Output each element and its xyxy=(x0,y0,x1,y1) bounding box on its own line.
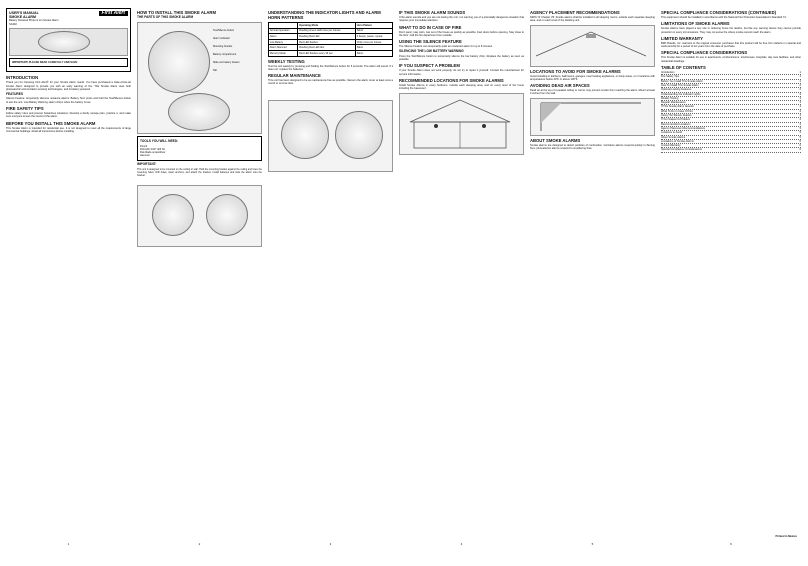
install-steps-heading: IMPORTANT: xyxy=(137,161,157,166)
toc-title: Before You Install This Smoke Alarm xyxy=(661,79,703,83)
features-heading: FEATURES xyxy=(6,91,23,96)
part-label: Slide-out battery drawer xyxy=(213,60,240,64)
about-text: Smoke alarms are designed to detect particles of combustion. Ionization alarms respond quickly to flaming fires; photoelectric alarms respond to smoldering fires. xyxy=(530,143,655,151)
problem-heading: IF YOU SUSPECT A PROBLEM xyxy=(399,63,460,69)
toc-page: 3 xyxy=(799,96,801,100)
limitations-text: Smoke Alarms have played a key role in reducing home fire deaths, but like any warning device they cannot provide protection in every circumstance. They may not sense fire where smoke cannot reach the alarm. xyxy=(661,27,801,34)
features-text: Silence Feature: temporarily silences nuisance alarms. Battery Test: press and hold the Test/Silence button to test the unit. Low Battery Warning: alarm chirps when the battery is low. xyxy=(6,97,131,104)
toc-title: Limited Warranty xyxy=(661,144,681,148)
toc-title: Recommended Locations xyxy=(661,122,691,126)
page-number: 6 xyxy=(730,541,732,546)
table-cell: Normal Operation xyxy=(269,28,298,34)
problem-text: If your Smoke Alarm does not work properly, do not try to repair it yourself. Contact the manufacturer for service information. xyxy=(399,69,524,76)
part-label: Mounting bracket xyxy=(213,44,233,48)
toc-page: 5 xyxy=(799,135,801,139)
install-heading: HOW TO INSTALL THIS SMOKE ALARM xyxy=(137,10,216,15)
regular-text: This unit has been designed to be as maintenance-free as possible. Vacuum the alarm cover at least once a month to remove dust. xyxy=(268,79,393,86)
toc-item xyxy=(661,148,801,152)
manual-page-5 xyxy=(530,8,655,548)
indicator-heading: UNDERSTANDING THE INDICATOR LIGHTS AND ALARM HORN PATTERNS xyxy=(268,10,381,20)
page-number: 2 xyxy=(198,541,201,546)
recommended-text: Install Smoke Alarms in every bedroom, outside each sleeping area, and on every level of the home including the basement. xyxy=(399,83,524,91)
toc-page: 4 xyxy=(799,109,801,113)
dead-air-diagram xyxy=(530,98,655,136)
toc-heading: TABLE OF CONTENTS xyxy=(661,65,706,71)
compliance-heading: SPECIAL COMPLIANCE CONSIDERATIONS xyxy=(661,50,748,56)
fire-text: Don't panic; stay calm. Get out of the house as quickly as possible. Feel doors before opening. Stay close to the floor. Call the fire department from outside. xyxy=(399,30,524,37)
toc-page: 2 xyxy=(799,83,801,87)
house-diagram xyxy=(399,93,524,155)
compliance-cont-text: This equipment should be installed in accordance with the National Fire Protection Association's Standard 72. xyxy=(661,16,787,19)
toc-title: Using The Silence Feature xyxy=(661,114,692,118)
part-label: Tab xyxy=(213,68,218,72)
sounds-heading: IF THIS SMOKE ALARM SOUNDS xyxy=(399,10,466,15)
sounds-text: If the alarm sounds and you are not testing the unit, it is warning you of a potentially dangerous situation that requires your immediate attention. xyxy=(399,16,524,23)
toc-title: If This Smoke Alarm Sounds xyxy=(661,105,694,109)
ceiling-diagram xyxy=(530,25,655,67)
toc-title: Weekly Testing xyxy=(661,96,679,100)
low-battery-text: Press the Test/Silence button to temporarily silence the low battery chirp. Replace the battery as soon as possible. xyxy=(399,54,524,62)
toc-title: Special Compliance Considerations xyxy=(661,148,702,152)
footer-note: Printed in Mexico xyxy=(775,534,797,538)
table-cell: Alarm xyxy=(269,34,298,40)
brand-logo: First Alert xyxy=(99,11,128,16)
safety-text: Follow safety rules and prevent hazardous situations. Develop a family escape plan, practice it, and make sure everyone knows the sound of the alarm. xyxy=(6,112,131,119)
toc-title: Locations to Avoid xyxy=(661,131,683,135)
about-heading: ABOUT SMOKE ALARMS xyxy=(530,137,581,143)
table-cell: Flashing Red LED fast xyxy=(298,45,356,51)
toc-title: What To Do In Case Of Fire xyxy=(661,109,693,113)
before-text: This Smoke Alarm is intended for residential use. It is not designed to meet all the requirements of large commercial buildings. Read all instructions before installing. xyxy=(6,126,131,133)
table-cell: Silent xyxy=(355,45,392,51)
tools-box xyxy=(137,136,262,161)
part-label: Battery compartment xyxy=(213,52,237,56)
toc-page: 1 xyxy=(799,75,801,79)
page-number: 1 xyxy=(67,541,70,546)
weekly-heading: WEEKLY TESTING xyxy=(268,58,305,64)
safety-heading: FIRE SAFETY TIPS xyxy=(6,106,44,112)
weekly-text: Test the unit weekly by pressing and holding the Test/Silence button for 5 seconds. The alarm will sound. If it does not, replace the batteries. xyxy=(268,64,393,71)
product-line: SMOKE ALARM xyxy=(9,15,37,20)
parts-diagram xyxy=(137,22,262,134)
silence-text: The Silence Feature can temporarily quiet an unwanted alarm for up to 8 minutes. xyxy=(399,45,493,49)
part-label: Alarm Indicator xyxy=(213,36,230,40)
manual-page-1 xyxy=(6,8,131,548)
table-cell: Memory Mode xyxy=(269,50,298,56)
tool-item: Drill with 3/16" drill bit xyxy=(140,147,165,151)
agency-text: NFPA 72 Chapter 29: Smoke alarms shall be installed in all sleeping rooms, outside each separate sleeping area, and on each level of the dwelling unit. xyxy=(530,16,655,23)
toc-title: Fire Safety Tips xyxy=(661,75,680,79)
toc-page: 1 xyxy=(799,71,801,75)
compliance-text: This Smoke Alarm is suitable for use in apartments, condominiums, townhouses, hospitals, day care facilities, and other residential dwellings. xyxy=(661,56,801,63)
parts-heading: THE PARTS OF THIS SMOKE ALARM xyxy=(137,15,194,19)
intro-heading: INTRODUCTION xyxy=(6,75,39,81)
toc-page: 4 xyxy=(799,118,801,122)
warranty-text: BRK Brands, Inc. warrants to the original consumer purchaser that this product will be free from defects in material and workmanship for a period of ten years from the date of purchase. xyxy=(661,41,801,49)
table-cell: Flashing Green LED once per minute xyxy=(298,28,356,34)
table-cell: Silent xyxy=(355,50,392,56)
ceiling-placement-icon xyxy=(531,26,651,64)
limitations-heading: LIMITATIONS OF SMOKE ALARMS xyxy=(661,21,730,27)
bracket-unlock-image xyxy=(335,111,383,159)
manual-page-4 xyxy=(399,8,524,548)
toc-page: 2 xyxy=(799,88,801,92)
lock-diagram xyxy=(137,185,262,247)
toc-title: If You Suspect A Problem xyxy=(661,118,691,122)
table-cell: Red LED flashes every 16 sec xyxy=(298,50,356,56)
alarm-front-image xyxy=(148,31,210,93)
page-number: 5 xyxy=(591,541,594,546)
table-cell: Flashing Red LED xyxy=(298,34,356,40)
tool-item: Hammer xyxy=(140,154,150,158)
toc-page: 5 xyxy=(799,131,801,135)
table-row xyxy=(269,50,393,56)
table-cell: Alarm Silenced xyxy=(269,45,298,51)
table-of-contents xyxy=(661,71,801,153)
product-photo xyxy=(9,28,128,56)
house-floorplan-icon xyxy=(400,94,520,152)
table-cell: Chirp once per minute xyxy=(355,39,392,45)
table-cell: Red LED flashes xyxy=(298,39,356,45)
tool-item: Pencil xyxy=(140,144,148,148)
toc-page: 4 xyxy=(799,105,801,109)
toc-title: Introduction xyxy=(661,71,675,75)
compliance-cont-heading: SPECIAL COMPLIANCE CONSIDERATIONS (CONTINUED) xyxy=(661,10,777,15)
toc-title: About Smoke Alarms xyxy=(661,135,686,139)
table-cell: 3 beeps, pause, repeat xyxy=(355,34,392,40)
low-battery-heading: SILENCING THE LOW BATTERY WARNING xyxy=(399,48,464,53)
alarm-back-image xyxy=(168,93,230,131)
warranty-heading: LIMITED WARRANTY xyxy=(661,35,704,41)
recommended-heading: RECOMMENDED LOCATIONS FOR SMOKE ALARMS xyxy=(399,77,504,83)
toc-page: 4 xyxy=(799,114,801,118)
install-steps-text: This unit is designed to be mounted on the ceiling or wall. Hold the mounting bracket against the ceiling and trace the mounting holes. Drill holes, insert anchors, and attach the bracket. Install batteries and twist the alarm onto the bracket. xyxy=(137,167,262,177)
smoke-alarm-image xyxy=(38,31,90,53)
manual-page-3 xyxy=(268,8,393,548)
fire-heading: WHAT TO DO IN CASE OF FIRE xyxy=(399,24,462,30)
table-cell: Low Battery xyxy=(269,39,298,45)
toc-page: 1 xyxy=(799,79,801,83)
manual-page-2 xyxy=(137,8,262,548)
indicator-table xyxy=(268,22,393,57)
unlock-diagram xyxy=(268,100,393,172)
toc-page: 6 xyxy=(799,139,801,143)
intro-text: Thank you for choosing First Alert® for your Smoke Alarm needs. You have purchased a state-of-the-art Smoke Alarm designed to provide you with an early warning of fire. This Smoke Alarm uses both photoelectric and ionization sensing technologies, and is battery powered. xyxy=(6,81,131,91)
part-label: Test/Silence button xyxy=(213,28,235,32)
agency-heading: AGENCY PLACEMENT RECOMMENDATIONS xyxy=(530,10,620,15)
manual-title: USER'S MANUAL xyxy=(9,11,39,15)
model-number: SA302 xyxy=(9,22,17,26)
table-header-cell: Horn Pattern xyxy=(355,23,392,29)
wall-corner-icon xyxy=(531,99,651,133)
toc-title: Regular Maintenance xyxy=(661,101,686,105)
manual-page-6 xyxy=(661,8,801,548)
tool-item: Flat-blade screwdriver xyxy=(140,151,166,155)
regular-heading: REGULAR MAINTENANCE xyxy=(268,73,321,79)
table-cell: Silent xyxy=(355,28,392,34)
manual-header-box xyxy=(6,8,131,72)
tools-heading: TOOLS YOU WILL NEED: xyxy=(140,138,179,143)
page-number: 3 xyxy=(329,541,332,546)
locations-avoid-text: Avoid installing in kitchens, bathrooms, garages, near heating appliances, in dusty areas, or in locations with temperatures below 40°F or above 100°F. xyxy=(530,74,655,81)
locations-avoid-heading: LOCATIONS TO AVOID FOR SMOKE ALARMS xyxy=(530,68,621,74)
toc-title: How To Install This Smoke Alarm xyxy=(661,83,699,87)
toc-page: 5 xyxy=(799,126,801,130)
important-warning: IMPORTANT! PLEASE READ CAREFULLY AND SAVE. xyxy=(9,58,128,67)
product-description: Battery Powered Photo & Ion Smoke Alarm xyxy=(9,19,59,23)
toc-title: Agency Placement Recommendations xyxy=(661,126,705,130)
battery-unlock-image xyxy=(281,111,329,159)
toc-page: 6 xyxy=(799,144,801,148)
battery-lock-image xyxy=(152,194,194,236)
toc-page: 3 xyxy=(799,101,801,105)
silence-heading: USING THE SILENCE FEATURE xyxy=(399,39,462,45)
toc-page: 4 xyxy=(799,122,801,126)
toc-title: Optional Locking Features xyxy=(661,88,692,92)
toc-page: 3 xyxy=(799,92,801,96)
before-heading: BEFORE YOU INSTALL THIS SMOKE ALARM xyxy=(6,120,96,126)
toc-title: Understanding the Indicator Lights xyxy=(661,92,701,96)
toc-title: Limitations of Smoke Alarms xyxy=(661,139,694,143)
dead-air-heading: AVOIDING DEAD AIR SPACES xyxy=(530,83,590,89)
page-number: 4 xyxy=(460,541,463,546)
dead-air-text: Dead air at the top of a peaked ceiling or corner may prevent smoke from reaching the alarm. Mount at least 4 inches from the wall. xyxy=(530,89,655,96)
toc-page: 6 xyxy=(799,148,801,152)
bracket-lock-image xyxy=(206,194,248,236)
table-header-cell: Operating Mode xyxy=(298,23,356,29)
